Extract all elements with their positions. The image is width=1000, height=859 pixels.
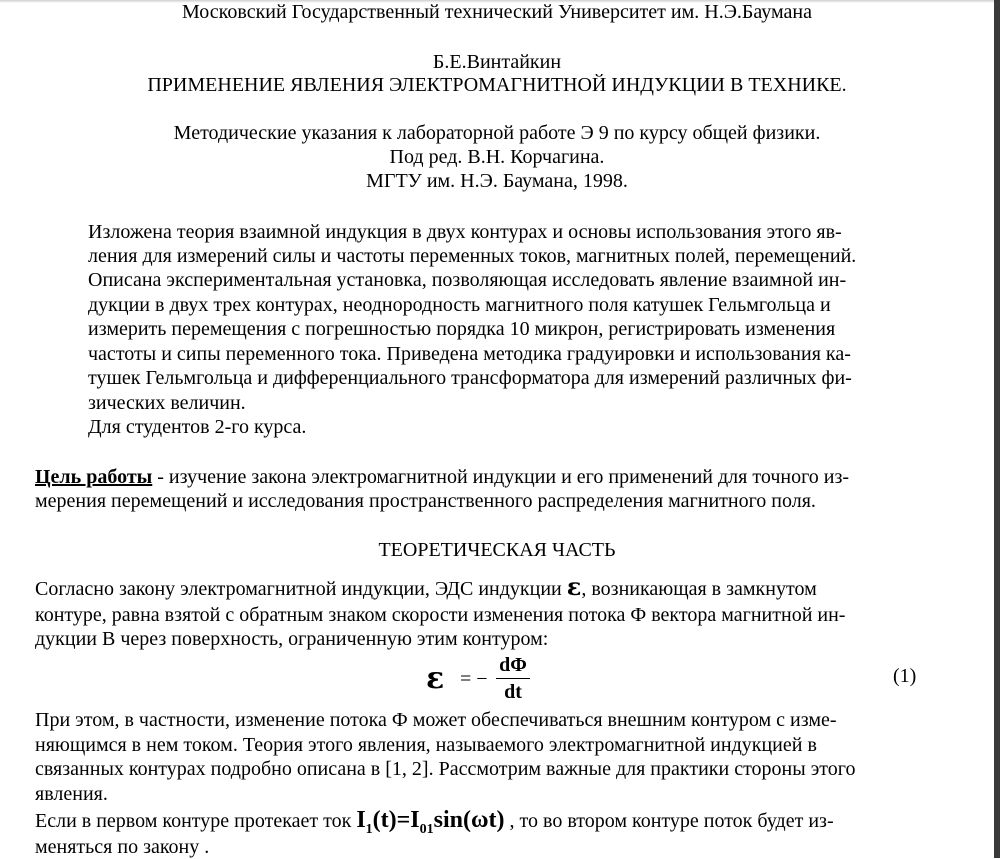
paragraph-line: явления. (35, 783, 108, 805)
paragraph-text: , то во втором контуре поток будет из- (504, 810, 834, 832)
abstract-line: частоты и сипы переменного тока. Приведена методика градуировки и использования ка- (88, 343, 851, 365)
paragraph-text: Если в первом контуре протекает ток (35, 810, 357, 832)
abstract-line: тушек Гельмгольца и дифференциального трансформатора для измерений различных фи- (88, 367, 852, 389)
goal-line: мерения перемещений и исследования пространственного распределения магнитного поля. (35, 490, 816, 512)
theory-line: контуре, равна взятой с обратным знаком скорости изменения потока Ф вектора магнитной ин- (35, 604, 846, 626)
subtitle-line: Методические указания к лабораторной работе Э 9 по курсу общей физики. (173, 122, 821, 144)
paragraph-line: меняться по закону . (35, 836, 210, 858)
abstract-line: ления для измерений силы и частоты переменных токов, магнитных полей, перемещений. (88, 245, 857, 267)
theory-line (35, 572, 817, 601)
goal-text: - изучение закона электромагнитной индукции и его применений для точного из- (152, 466, 850, 488)
formula-equals: = − (460, 668, 488, 690)
formula-part: sin(ωt) (433, 807, 505, 833)
goal-label: Цель работы (35, 466, 153, 488)
paragraph-line: няющимся в нем током. Теория этого явления, называемого электромагнитной индукцией в (35, 734, 817, 756)
theory-text: , возникающая в замкнутом (581, 578, 817, 600)
subtitle-line: МГТУ им. Н.Э. Баумана, 1998. (366, 170, 628, 192)
paragraph-line (35, 807, 834, 837)
formula-subscript: 1 (365, 821, 373, 837)
theory-text: Согласно закону электромагнитной индукции, ЭДС индукции (35, 578, 567, 600)
equation-number: (1) (893, 665, 917, 687)
formula-numerator: dΦ (496, 652, 530, 679)
university-name: Московский Государственный технический Университет им. Н.Э.Баумана (182, 1, 812, 23)
formula-emf (426, 652, 536, 706)
abstract-line: Для студентов 2-го курса. (88, 416, 307, 438)
document-title: ПРИМЕНЕНИЕ ЯВЛЕНИЯ ЭЛЕКТРОМАГНИТНОЙ ИНДУКЦИИ В ТЕХНИКЕ. (147, 74, 847, 96)
epsilon-symbol: ε (566, 572, 582, 601)
author: Б.Е.Винтайкин (432, 51, 562, 73)
paragraph-line: связанных контурах подробно описана в [1, 2]. Рассмотрим важные для практики стороны этого (35, 758, 856, 780)
abstract-line: дукции в двух трех контурах, неоднородность магнитного поля катушек Гельмгольца и (88, 294, 831, 316)
subtitle-line: Под ред. В.Н. Корчагина. (389, 146, 605, 168)
abstract-line: зических величин. (88, 392, 246, 414)
theory-line: дукции В через поверхность, ограниченную этим контуром: (35, 628, 549, 650)
abstract-line: Описана экспериментальная установка, позволяющая исследовать явление взаимной ин- (88, 269, 847, 291)
formula-fraction (496, 652, 530, 705)
paragraph-line: При этом, в частности, изменение потока Ф может обеспечиваться внешним контуром с изме- (35, 709, 837, 731)
scrollbar[interactable] (994, 0, 1000, 858)
formula-part: I (356, 807, 366, 833)
abstract-line: измерить перемещения с погрешностью порядка 10 микрон, регистрировать изменения (88, 318, 836, 340)
formula-part: (t)=I (372, 807, 420, 833)
goal-line (35, 465, 849, 489)
formula-denominator: dt (504, 681, 522, 703)
section-title: ТЕОРЕТИЧЕСКАЯ ЧАСТЬ (378, 539, 616, 561)
abstract-line: Изложена теория взаимной индукция в двух контурах и основы использования этого яв- (88, 221, 842, 243)
formula-epsilon: ε (426, 661, 445, 696)
current-formula (356, 807, 505, 837)
formula-subscript: 01 (419, 821, 434, 837)
